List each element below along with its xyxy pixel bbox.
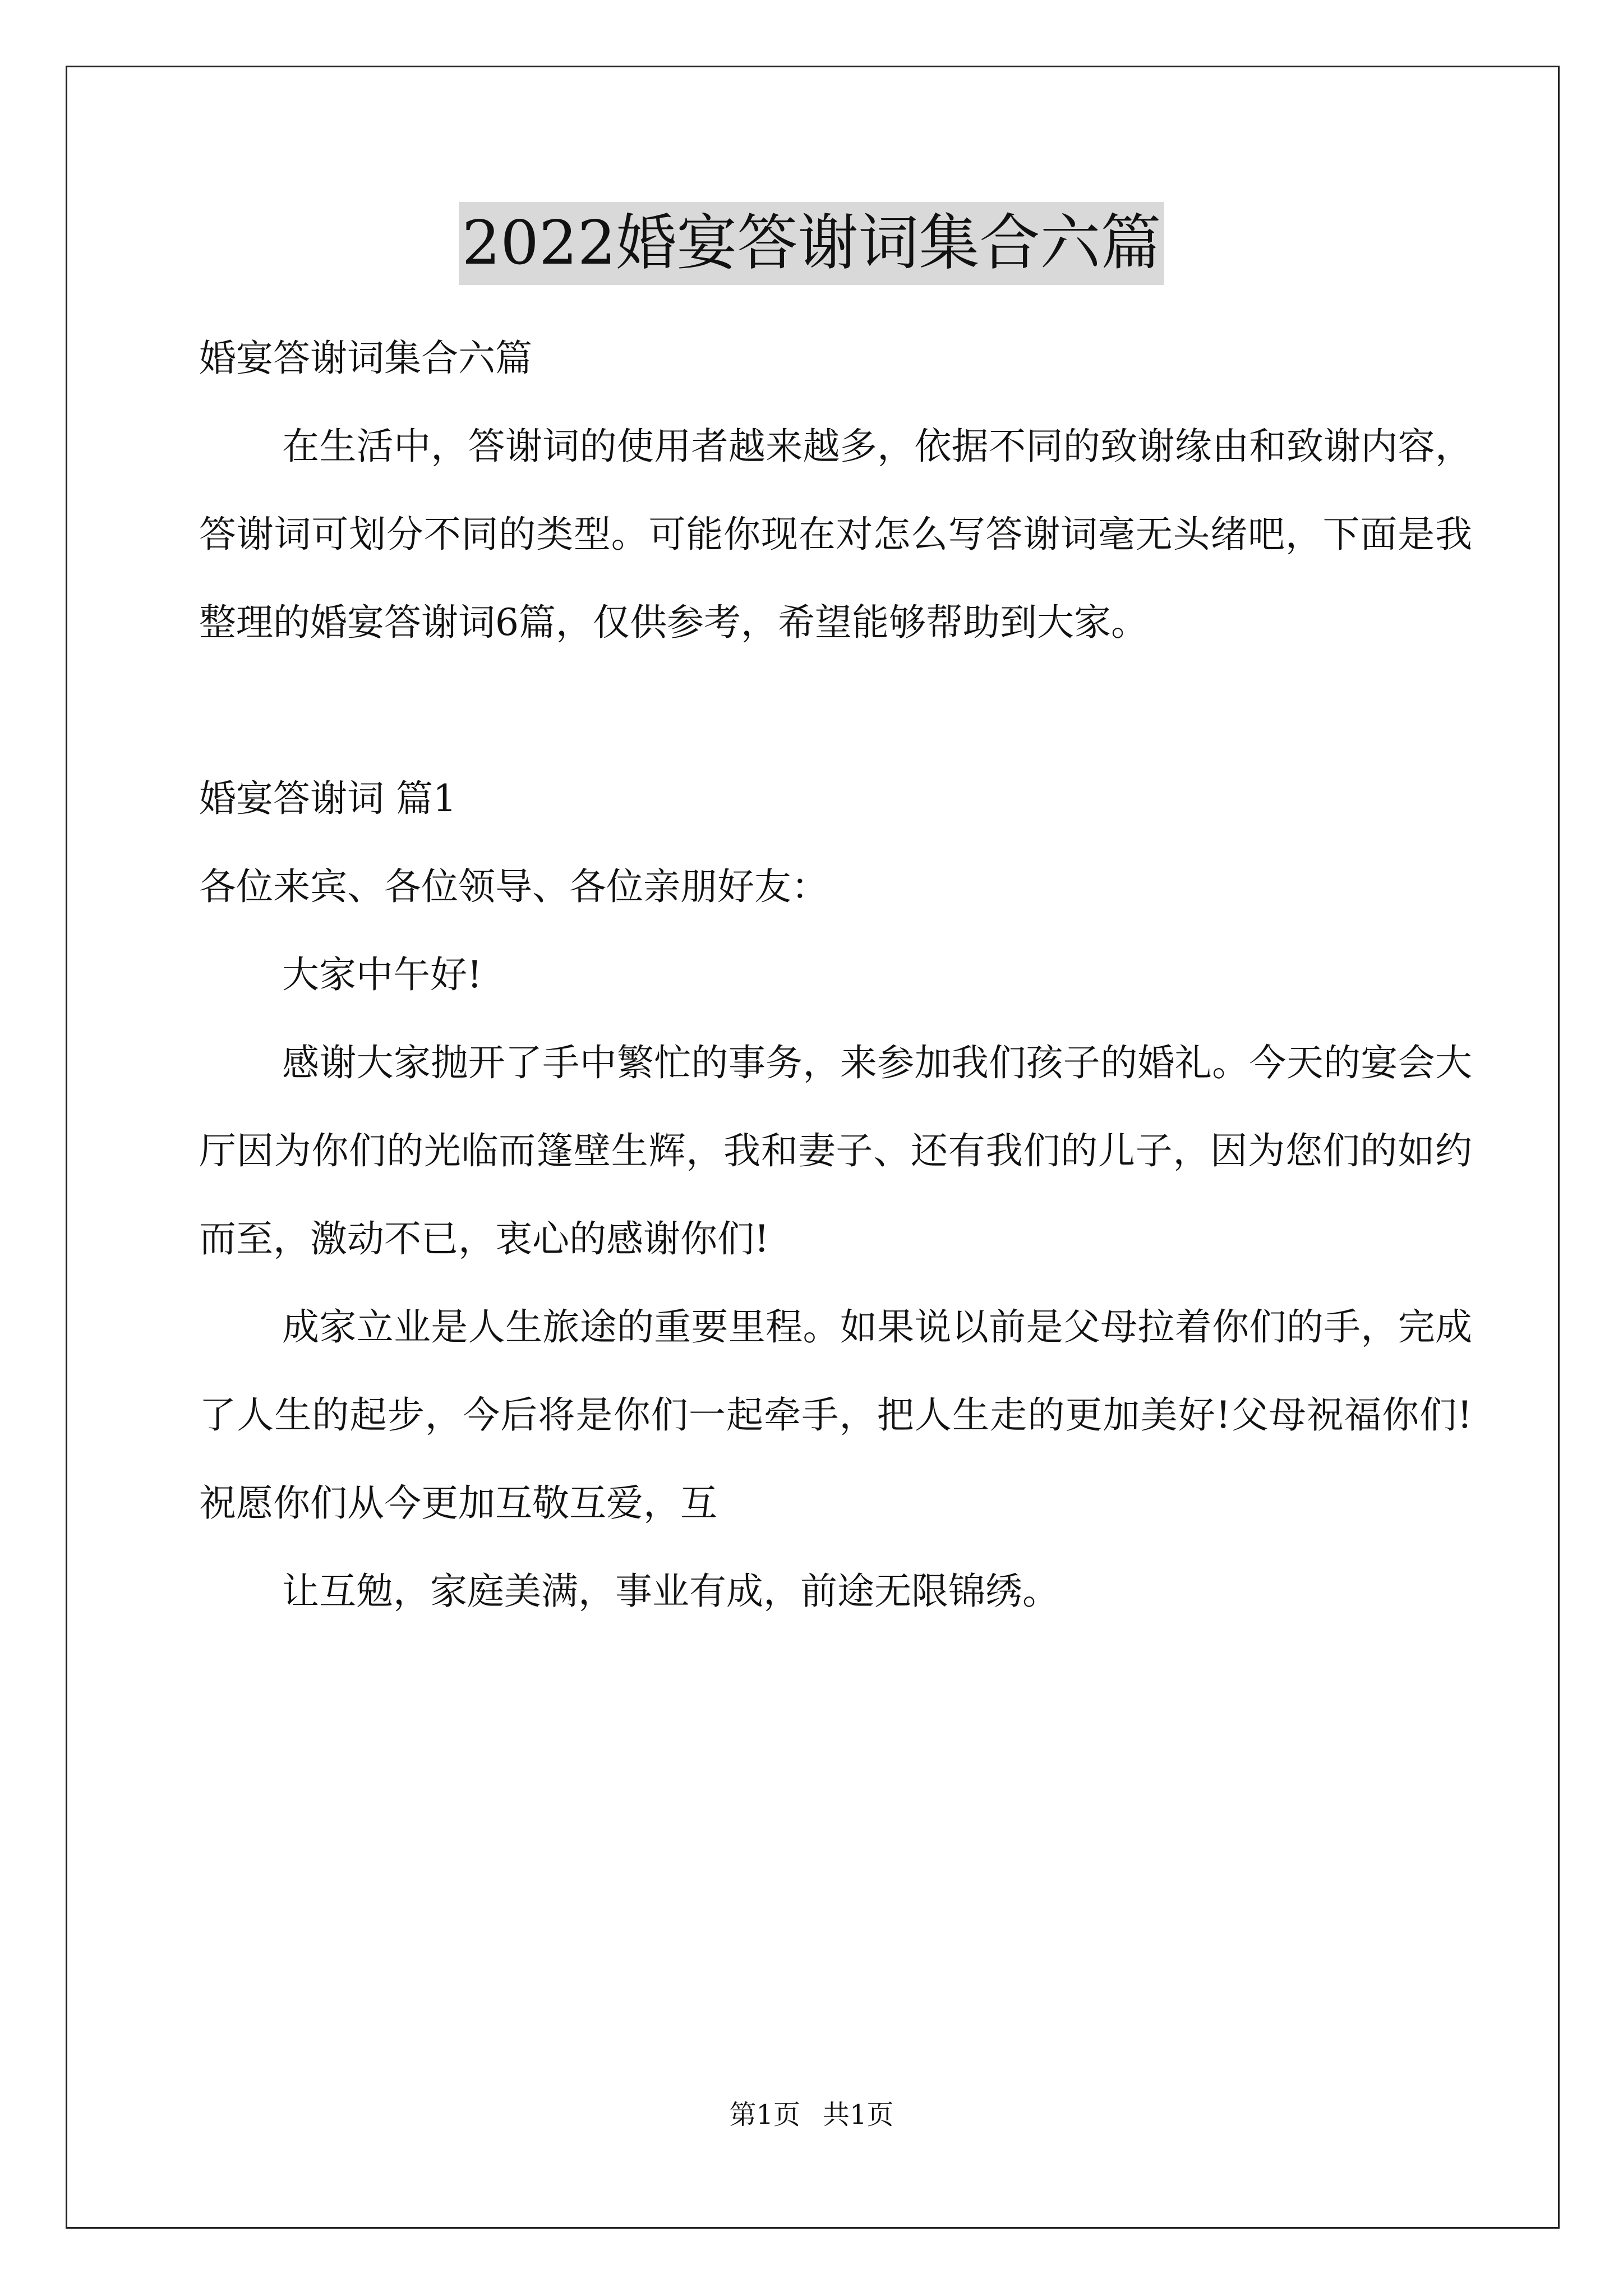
- paragraph-1: 大家中午好!: [282, 953, 482, 996]
- document-body: [199, 314, 1472, 1635]
- document-title: 2022婚宴答谢词集合六篇: [459, 202, 1165, 285]
- paragraph-4: 让互勉，家庭美满，事业有成，前途无限锦绣。: [282, 1570, 1059, 1613]
- intro-paragraph: 在生活中，答谢词的使用者越来越多，依据不同的致谢缘由和致谢内容，答谢词可划分不同的类型。可能你现在对怎么写答谢词毫无头绪吧，下面是我整理的婚宴答谢词6篇，仅供参考，希望能够帮助到大家。: [199, 425, 1472, 644]
- title-container: [0, 202, 1623, 285]
- greeting-line: 各位来宾、各位领导、各位亲朋好友：: [199, 865, 828, 908]
- section-heading: 婚宴答谢词 篇1: [199, 777, 457, 820]
- page-number: 第1页: [729, 2099, 800, 2131]
- paragraph-2: 感谢大家抛开了手中繁忙的事务，来参加我们孩子的婚礼。今天的宴会大厅因为你们的光临而篷壁生辉，我和妻子、还有我们的儿子，因为您们的如约而至，激动不已，衷心的感谢你们!: [199, 1041, 1472, 1260]
- page-footer: [0, 2098, 1623, 2132]
- page-total: 共1页: [823, 2099, 894, 2131]
- subtitle: 婚宴答谢词集合六篇: [199, 337, 532, 380]
- section-spacer: [199, 666, 1472, 754]
- paragraph-3: 成家立业是人生旅途的重要里程。如果说以前是父母拉着你们的手，完成了人生的起步，今后将是你们一起牵手，把人生走的更加美好!父母祝福你们!祝愿你们从今更加互敬互爱，互: [199, 1305, 1472, 1525]
